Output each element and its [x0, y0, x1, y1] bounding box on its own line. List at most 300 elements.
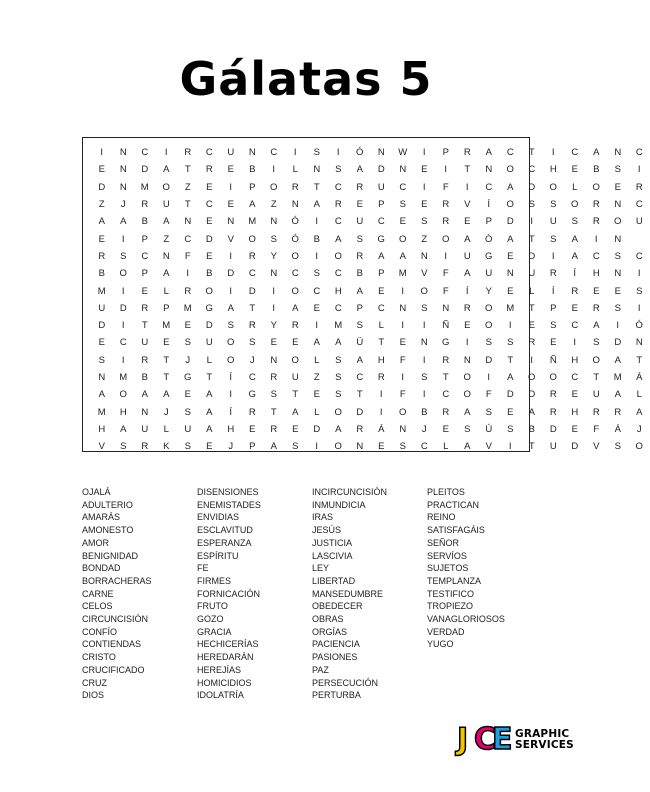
word-item: HECHICERÍAS — [197, 639, 259, 650]
grid-cell: I — [121, 354, 125, 366]
grid-cell: N — [377, 147, 385, 159]
grid-cell: E — [313, 389, 320, 401]
grid-cell: F — [442, 181, 449, 193]
grid-cell: W — [398, 147, 408, 159]
grid-cell: E — [206, 250, 213, 262]
word-search-grid — [82, 137, 643, 453]
grid-cell: R — [356, 250, 364, 262]
grid-cell: E — [571, 423, 578, 435]
grid-cell: A — [464, 268, 471, 280]
grid-cell: E — [98, 337, 105, 349]
grid-cell: I — [121, 320, 125, 332]
grid-cell: A — [636, 406, 643, 418]
grid-cell: N — [485, 164, 493, 176]
grid-row — [91, 369, 650, 386]
word-item: TROPIEZO — [427, 601, 474, 612]
word-item: AMARÁS — [82, 512, 121, 523]
grid-cell: A — [227, 302, 234, 314]
grid-row — [91, 213, 650, 230]
word-item: IDOLATRÍA — [197, 690, 244, 701]
grid-cell: F — [593, 423, 600, 435]
grid-row — [91, 179, 650, 196]
word-item: CELOS — [82, 601, 113, 612]
grid-cell: O — [549, 372, 557, 383]
word-item: JUSTICIA — [312, 537, 353, 548]
grid-cell: E — [292, 337, 299, 349]
grid-cell: O — [614, 216, 622, 228]
grid-cell: G — [485, 250, 493, 262]
grid-cell: F — [442, 268, 449, 280]
grid-cell: L — [572, 181, 578, 193]
grid-cell: O — [291, 354, 299, 366]
grid-cell: I — [616, 320, 620, 332]
grid-cell: R — [592, 216, 600, 228]
word-item: VERDAD — [427, 626, 465, 637]
grid-cell: N — [119, 147, 127, 159]
grid-cell: E — [227, 199, 234, 211]
grid-cell: P — [356, 302, 363, 314]
word-item: ENVIDIAS — [197, 512, 240, 523]
word-item: CONTIENDAS — [82, 639, 142, 650]
grid-cell: E — [571, 302, 578, 314]
grid-cell: H — [571, 406, 579, 418]
grid-cell: D — [485, 354, 493, 366]
grid-cell: N — [614, 233, 622, 245]
grid-cell: O — [291, 285, 299, 297]
grid-cell: Ñ — [549, 354, 557, 366]
grid-cell: A — [571, 250, 578, 262]
grid-cell: R — [442, 216, 450, 228]
grid-cell: M — [613, 372, 622, 383]
grid-cell: N — [184, 216, 192, 228]
grid-cell: S — [614, 250, 621, 262]
grid-cell: N — [506, 268, 514, 280]
grid-cell: I — [422, 320, 426, 332]
grid-cell: I — [100, 147, 104, 159]
grid-cell: H — [549, 164, 557, 176]
word-column — [312, 486, 427, 702]
grid-cell: N — [119, 181, 127, 193]
word-item: AMOR — [82, 537, 109, 548]
grid-cell: Ó — [485, 233, 493, 245]
grid-cell: U — [549, 441, 557, 453]
grid-cell: E — [163, 337, 170, 349]
grid-cell: H — [334, 285, 342, 297]
grid-cell: O — [485, 302, 493, 314]
grid-cell: C — [377, 216, 385, 228]
grid-cell: S — [249, 337, 256, 349]
grid-cell: T — [356, 389, 363, 401]
grid-cell: S — [313, 268, 320, 280]
grid-cell: T — [528, 147, 535, 159]
grid-cell: B — [141, 372, 148, 383]
grid-cell: P — [550, 302, 557, 314]
word-item: GRACIA — [197, 626, 232, 637]
grid-cell: S — [313, 147, 320, 159]
word-item: CARNE — [82, 588, 114, 599]
grid-cell: E — [614, 181, 621, 193]
grid-cell: U — [98, 302, 106, 314]
grid-cell: T — [141, 320, 148, 332]
grid-cell: A — [614, 389, 621, 401]
grid-cell: C — [141, 147, 149, 159]
grid-cell: I — [422, 354, 426, 366]
grid-cell: D — [141, 164, 149, 176]
grid-cell: I — [401, 285, 405, 297]
word-item: BENIGNIDAD — [82, 550, 139, 561]
grid-cell: S — [184, 441, 191, 453]
grid-row — [91, 265, 650, 282]
grid-cell: S — [120, 250, 127, 262]
grid-cell: O — [571, 199, 579, 211]
grid-cell: E — [528, 320, 535, 332]
grid-cell: R — [614, 406, 622, 418]
grid-cell: C — [442, 389, 450, 401]
grid-cell: M — [506, 302, 515, 314]
grid-cell: T — [464, 164, 471, 176]
grid-cell: M — [97, 285, 106, 297]
grid-cell: E — [378, 441, 385, 453]
grid-cell: S — [184, 406, 191, 418]
grid-cell: Y — [270, 320, 277, 332]
grid-cell: Á — [378, 423, 385, 435]
word-item: PERSECUCIÓN — [312, 677, 379, 688]
grid-cell: A — [292, 302, 299, 314]
grid-cell: A — [313, 337, 320, 349]
grid-cell: R — [549, 389, 557, 401]
grid-cell: B — [313, 233, 320, 245]
logo-text-line2: SERVICES — [515, 739, 574, 751]
grid-cell: T — [593, 372, 600, 383]
grid-cell: L — [292, 164, 298, 176]
grid-cell: R — [270, 423, 278, 435]
grid-cell: E — [593, 285, 600, 297]
grid-cell: S — [421, 372, 428, 383]
grid-row — [91, 300, 650, 317]
grid-cell: E — [614, 285, 621, 297]
word-item: ESPÍRITU — [197, 550, 239, 561]
grid-cell: T — [184, 199, 191, 211]
grid-cell: N — [635, 337, 643, 349]
grid-cell: C — [485, 181, 493, 193]
grid-cell: A — [378, 250, 385, 262]
grid-cell: R — [592, 302, 600, 314]
grid-cell: P — [163, 302, 170, 314]
grid-row — [91, 352, 650, 369]
grid-cell: J — [120, 199, 126, 211]
grid-cell: S — [356, 320, 363, 332]
grid-cell: C — [270, 147, 278, 159]
grid-cell: S — [356, 233, 363, 245]
grid-cell: R — [141, 354, 149, 366]
grid-cell: G — [248, 389, 256, 401]
grid-cell: V — [485, 441, 492, 453]
word-item: OBRAS — [312, 614, 344, 625]
grid-cell: C — [313, 285, 321, 297]
grid-cell: V — [464, 199, 471, 211]
grid-row — [91, 144, 650, 161]
grid-cell: Z — [163, 233, 170, 245]
grid-cell: R — [141, 199, 149, 211]
grid-cell: N — [399, 164, 407, 176]
grid-cell: A — [335, 423, 342, 435]
grid-cell: G — [377, 233, 385, 245]
grid-cell: L — [206, 354, 212, 366]
word-item: CRUCIFICADO — [82, 664, 145, 675]
grid-cell: S — [464, 423, 471, 435]
grid-cell: N — [614, 199, 622, 211]
grid-cell: N — [399, 423, 407, 435]
word-item: INMUNDICIA — [312, 499, 366, 510]
grid-cell: C — [635, 250, 643, 262]
grid-cell: E — [98, 164, 105, 176]
grid-cell: L — [163, 423, 169, 435]
grid-cell: I — [551, 147, 555, 159]
grid-cell: O — [506, 164, 514, 176]
grid-cell: T — [184, 164, 191, 176]
grid-cell: B — [141, 216, 148, 228]
grid-cell: T — [507, 354, 514, 366]
grid-cell: I — [422, 181, 426, 193]
grid-cell: D — [571, 441, 579, 453]
grid-cell: T — [528, 302, 535, 314]
grid-cell: J — [228, 441, 234, 453]
jce-logo-mark — [457, 722, 513, 758]
grid-cell: U — [528, 268, 536, 280]
grid-cell: E — [206, 181, 213, 193]
grid-cell: N — [270, 268, 278, 280]
word-item: SATISFAGÁIS — [427, 525, 485, 536]
grid-cell: Ü — [356, 337, 364, 349]
grid-cell: Y — [270, 250, 277, 262]
word-item: FE — [197, 563, 209, 574]
grid-cell: R — [356, 181, 364, 193]
grid-cell: C — [291, 268, 299, 280]
grid-cell: P — [141, 268, 148, 280]
grid-cell: V — [98, 441, 105, 453]
grid-cell: I — [379, 406, 383, 418]
grid-cell: E — [507, 406, 514, 418]
grid-cell: L — [443, 441, 449, 453]
grid-cell: D — [227, 268, 235, 280]
grid-cell: R — [270, 372, 278, 383]
grid-cell: D — [506, 216, 514, 228]
grid-cell: I — [422, 147, 426, 159]
grid-cell: C — [119, 337, 127, 349]
grid-cell: P — [378, 199, 385, 211]
grid-cell: A — [163, 268, 170, 280]
grid-cell: R — [549, 268, 557, 280]
grid-cell: I — [164, 147, 168, 159]
grid-cell: S — [507, 423, 514, 435]
grid-cell: O — [399, 233, 407, 245]
grid-cell: E — [571, 389, 578, 401]
grid-cell: E — [378, 285, 385, 297]
grid-cell: T — [528, 233, 535, 245]
grid-cell: N — [141, 406, 149, 418]
grid-cell: O — [334, 250, 342, 262]
grid-cell: R — [592, 406, 600, 418]
grid-cell: T — [528, 441, 535, 453]
grid-cell: J — [421, 423, 427, 435]
grid-cell: I — [272, 164, 276, 176]
grid-cell: R — [592, 199, 600, 211]
grid-row — [91, 196, 650, 213]
grid-cell: E — [421, 164, 428, 176]
grid-cell: R — [184, 147, 192, 159]
grid-cell: L — [378, 320, 384, 332]
grid-cell: O — [205, 285, 213, 297]
grid-cell: A — [335, 337, 342, 349]
grid-cell: I — [487, 372, 491, 383]
grid-cell: U — [227, 147, 235, 159]
grid-cell: S — [614, 164, 621, 176]
grid-cell: I — [465, 337, 469, 349]
grid-cell: I — [315, 216, 319, 228]
grid-cell: A — [163, 389, 170, 401]
grid-cell: V — [593, 441, 600, 453]
grid-cell: A — [571, 233, 578, 245]
grid-cell: A — [335, 233, 342, 245]
word-item: TEMPLANZA — [427, 575, 482, 586]
grid-cell: Z — [98, 199, 105, 211]
logo-text-line1: GRAPHIC — [515, 728, 570, 740]
grid-cell: C — [506, 147, 514, 159]
grid-cell: A — [98, 389, 105, 401]
word-item: ENEMISTADES — [197, 499, 261, 510]
grid-cell: R — [334, 199, 342, 211]
grid-cell: P — [249, 181, 256, 193]
grid-cell: S — [614, 302, 621, 314]
grid-cell: N — [248, 147, 256, 159]
grid-cell: S — [335, 354, 342, 366]
grid-cell: U — [205, 337, 213, 349]
grid-cell: C — [528, 164, 536, 176]
word-item: ORGÍAS — [312, 626, 348, 637]
word-item: LIBERTAD — [312, 575, 356, 586]
grid-cell: I — [530, 354, 534, 366]
grid-cell: C — [635, 199, 643, 211]
grid-cell: A — [292, 406, 299, 418]
grid-row — [91, 230, 650, 247]
grid-cell: S — [335, 164, 342, 176]
grid-cell: N — [119, 164, 127, 176]
grid-cell: R — [528, 337, 536, 349]
grid-cell: Ó — [291, 216, 299, 228]
word-item: IRAS — [312, 512, 334, 523]
grid-cell: I — [315, 250, 319, 262]
grid-cell: M — [183, 302, 192, 314]
grid-cell: S — [550, 233, 557, 245]
grid-cell: R — [635, 181, 643, 193]
grid-cell: B — [593, 164, 600, 176]
grid-cell: A — [528, 406, 535, 418]
grid-cell: Z — [421, 233, 428, 245]
grid-cell: O — [291, 250, 299, 262]
grid-cell: A — [464, 441, 471, 453]
grid-cell: L — [529, 285, 535, 297]
word-item: CRUZ — [82, 677, 107, 688]
grid-cell: E — [571, 164, 578, 176]
grid-cell: M — [140, 181, 149, 193]
grid-cell: I — [637, 302, 641, 314]
grid-cell: T — [313, 181, 320, 193]
grid-cell: C — [184, 233, 192, 245]
word-list — [82, 486, 542, 702]
grid-cell: I — [594, 233, 598, 245]
grid-cell: N — [442, 302, 450, 314]
grid-cell: D — [98, 320, 106, 332]
page-title: Gálatas 5 — [179, 52, 433, 106]
word-item: LASCIVIA — [312, 550, 353, 561]
grid-cell: A — [163, 216, 170, 228]
grid-cell: T — [270, 406, 277, 418]
word-item: VANAGLORIOSOS — [427, 614, 505, 625]
grid-cell: T — [249, 302, 256, 314]
grid-cell: Y — [485, 285, 492, 297]
grid-cell: I — [121, 285, 125, 297]
grid-cell: D — [205, 320, 213, 332]
grid-cell: H — [377, 354, 385, 366]
grid-cell: Í — [229, 406, 233, 418]
grid-cell: A — [614, 354, 621, 366]
grid-cell: N — [399, 302, 407, 314]
word-item: LEY — [312, 563, 330, 574]
grid-cell: S — [120, 441, 127, 453]
grid-cell: O — [528, 372, 536, 383]
grid-cell: G — [184, 372, 192, 383]
grid-cell: A — [464, 233, 471, 245]
grid-cell: R — [442, 199, 450, 211]
grid-cell: D — [313, 423, 321, 435]
grid-cell: Ó — [635, 320, 643, 332]
word-item: PLEITOS — [427, 487, 465, 497]
jce-graphic-services-logo — [457, 722, 574, 758]
word-item: FORNICACIÓN — [197, 588, 260, 599]
grid-cell: M — [162, 320, 171, 332]
grid-cell: J — [185, 354, 191, 366]
grid-cell: C — [635, 147, 643, 159]
grid-cell: R — [463, 302, 471, 314]
grid-cell: D — [356, 406, 364, 418]
grid-cell: Á — [614, 423, 621, 435]
grid-cell: J — [636, 423, 642, 435]
grid-cell: N — [98, 372, 106, 383]
grid-cell: I — [422, 389, 426, 401]
grid-cell: C — [377, 302, 385, 314]
word-item: PASIONES — [312, 652, 358, 663]
grid-cell: C — [205, 199, 213, 211]
grid-cell: V — [421, 268, 428, 280]
grid-cell: O — [119, 389, 127, 401]
grid-cell: D — [98, 181, 106, 193]
grid-row — [91, 386, 650, 403]
grid-cell: A — [120, 216, 127, 228]
grid-cell: J — [163, 406, 169, 418]
grid-cell: S — [507, 337, 514, 349]
grid-cell: Á — [636, 372, 643, 383]
grid-cell: T — [163, 372, 170, 383]
grid-cell: D — [549, 423, 557, 435]
grid-cell: E — [507, 250, 514, 262]
logo-letter-e: E — [492, 722, 513, 757]
grid-cell: A — [464, 406, 471, 418]
grid-cell: F — [399, 354, 406, 366]
grid-cell: A — [356, 285, 363, 297]
word-item: BONDAD — [82, 563, 121, 574]
grid-cell: A — [356, 354, 363, 366]
grid-cell: O — [119, 268, 127, 280]
